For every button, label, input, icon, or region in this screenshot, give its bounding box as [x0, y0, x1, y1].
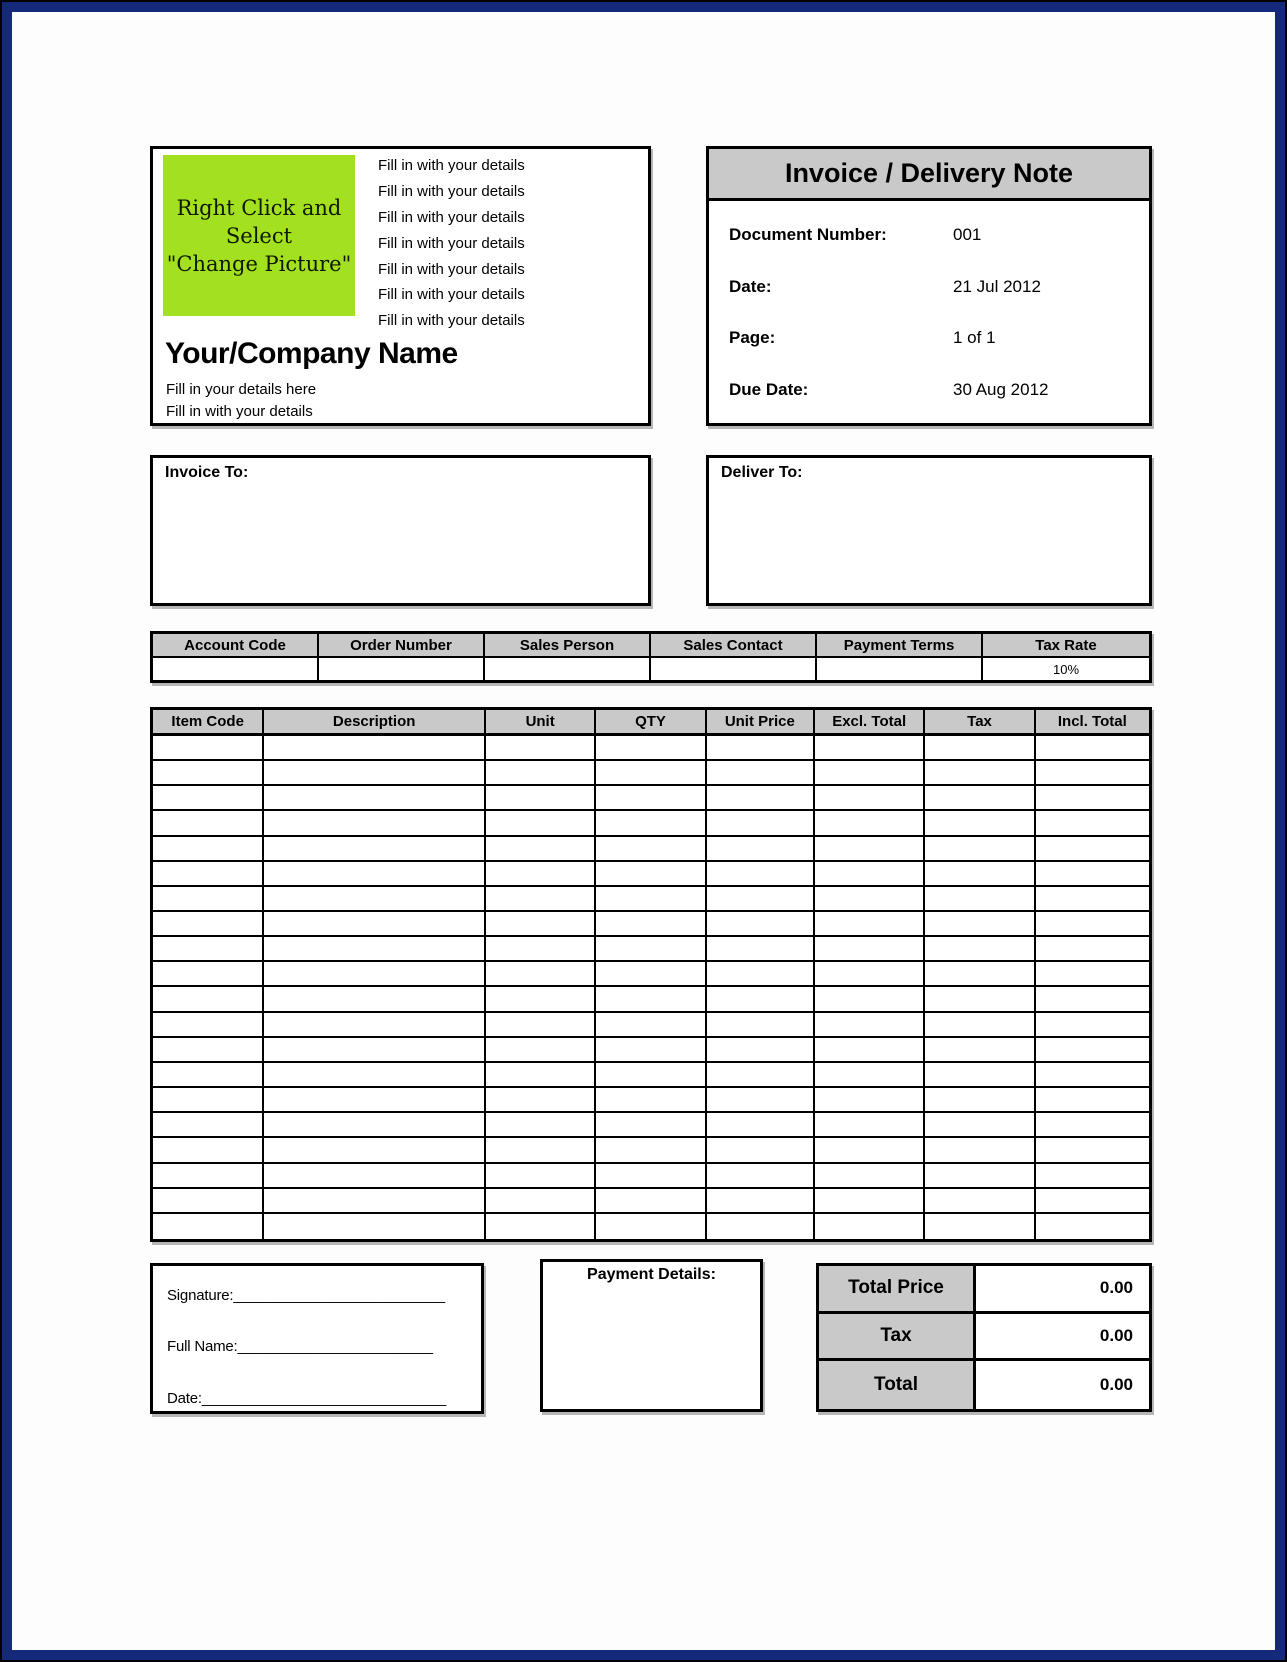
items-cell[interactable]	[1036, 862, 1149, 887]
items-cell[interactable]	[264, 1038, 486, 1063]
account-value-cell[interactable]	[485, 658, 651, 680]
items-cell[interactable]	[925, 1214, 1035, 1239]
totals-label-cell: Total Price	[819, 1266, 976, 1314]
items-cell[interactable]	[1036, 1038, 1149, 1063]
items-cell[interactable]	[707, 912, 815, 937]
totals-table	[816, 1263, 1152, 1412]
items-cell[interactable]	[1036, 837, 1149, 862]
account-header-cell: Tax Rate	[983, 634, 1149, 658]
invoice-meta-value[interactable]: 21 Jul 2012	[953, 276, 1041, 296]
items-cell[interactable]	[815, 1214, 925, 1239]
payment-details-box	[540, 1259, 763, 1412]
items-cell[interactable]	[153, 1189, 264, 1214]
items-cell[interactable]	[264, 1164, 486, 1189]
items-cell[interactable]	[264, 736, 486, 761]
items-cell[interactable]	[486, 962, 596, 987]
items-cell[interactable]	[264, 1214, 486, 1239]
items-cell[interactable]	[1036, 811, 1149, 836]
items-cell[interactable]	[707, 887, 815, 912]
items-cell[interactable]	[486, 862, 596, 887]
items-cell[interactable]	[815, 1038, 925, 1063]
company-fill-line[interactable]: Fill in with your details	[378, 234, 525, 252]
items-cell[interactable]	[925, 1189, 1035, 1214]
document-title: Invoice / Delivery Note	[709, 149, 1149, 201]
invoice-header-box	[706, 146, 1152, 426]
items-cell[interactable]	[925, 1088, 1035, 1113]
payment-details-content[interactable]	[543, 1288, 760, 1409]
items-cell[interactable]	[153, 987, 264, 1012]
items-cell[interactable]	[925, 786, 1035, 811]
items-header-cell: Excl. Total	[815, 710, 925, 736]
items-cell[interactable]	[707, 1138, 815, 1163]
items-cell[interactable]	[596, 1214, 706, 1239]
items-cell[interactable]	[707, 1038, 815, 1063]
items-cell[interactable]	[264, 887, 486, 912]
items-cell[interactable]	[264, 1088, 486, 1113]
items-cell[interactable]	[1036, 786, 1149, 811]
items-cell[interactable]	[153, 912, 264, 937]
company-fill-line[interactable]: Fill in with your details	[378, 157, 525, 174]
items-cell[interactable]	[1036, 1164, 1149, 1189]
items-cell[interactable]	[707, 761, 815, 786]
items-cell[interactable]	[596, 1164, 706, 1189]
change-picture-placeholder[interactable]	[163, 155, 355, 316]
items-cell[interactable]	[486, 1138, 596, 1163]
invoice-meta-row	[729, 376, 1139, 428]
items-cell[interactable]	[264, 1138, 486, 1163]
company-fill-line[interactable]: Fill in with your details	[378, 182, 525, 200]
items-cell[interactable]	[1036, 987, 1149, 1012]
items-cell[interactable]	[707, 837, 815, 862]
items-cell[interactable]	[153, 1088, 264, 1113]
items-cell[interactable]	[153, 761, 264, 786]
invoice-to-box	[150, 455, 651, 606]
items-cell[interactable]	[153, 862, 264, 887]
items-header-cell: Tax	[925, 710, 1035, 736]
items-cell[interactable]	[815, 962, 925, 987]
items-cell[interactable]	[925, 862, 1035, 887]
placeholder-line: Select	[225, 223, 293, 248]
items-cell[interactable]	[925, 887, 1035, 912]
date-line: Date:______________________________	[167, 1390, 447, 1407]
items-cell[interactable]	[264, 1189, 486, 1214]
items-cell[interactable]	[707, 862, 815, 887]
items-cell[interactable]	[486, 736, 596, 761]
items-cell[interactable]	[1036, 937, 1149, 962]
items-cell[interactable]	[486, 1164, 596, 1189]
items-cell[interactable]	[925, 761, 1035, 786]
items-header-cell: Item Code	[153, 710, 264, 736]
items-header-cell: Unit	[486, 710, 596, 736]
line-items-table	[150, 707, 1152, 1242]
account-value-cell[interactable]	[153, 658, 319, 680]
company-fill-line[interactable]: Fill in with your details	[378, 312, 525, 330]
items-cell[interactable]	[815, 736, 925, 761]
items-header-cell: Incl. Total	[1036, 710, 1149, 736]
totals-label-cell: Tax	[819, 1314, 976, 1362]
items-cell[interactable]	[486, 811, 596, 836]
totals-value-cell: 0.00	[976, 1314, 1149, 1362]
items-header-cell: QTY	[596, 710, 706, 736]
totals-label-cell: Total	[819, 1361, 976, 1409]
items-cell[interactable]	[707, 1088, 815, 1113]
items-cell[interactable]	[925, 811, 1035, 836]
items-cell[interactable]	[815, 937, 925, 962]
items-cell[interactable]	[264, 811, 486, 836]
items-cell[interactable]	[596, 761, 706, 786]
items-cell[interactable]	[153, 1038, 264, 1063]
items-cell[interactable]	[925, 1113, 1035, 1138]
items-cell[interactable]	[1036, 962, 1149, 987]
items-cell[interactable]	[596, 1189, 706, 1214]
totals-value-cell: 0.00	[976, 1266, 1149, 1314]
items-cell[interactable]	[1036, 1189, 1149, 1214]
items-cell[interactable]	[596, 862, 706, 887]
invoice-meta-label: Document Number:	[729, 225, 887, 244]
items-cell[interactable]	[486, 786, 596, 811]
invoice-meta-value[interactable]: 1 of 1	[953, 328, 996, 347]
signature-box	[150, 1263, 484, 1414]
items-cell[interactable]	[1036, 1063, 1149, 1088]
items-cell[interactable]	[596, 1063, 706, 1088]
items-cell[interactable]	[925, 1038, 1035, 1063]
items-cell[interactable]	[153, 1214, 264, 1239]
items-cell[interactable]	[1036, 1138, 1149, 1163]
items-cell[interactable]	[153, 1138, 264, 1163]
items-cell[interactable]	[925, 837, 1035, 862]
items-cell[interactable]	[815, 786, 925, 811]
account-value-cell[interactable]: 10%	[1052, 661, 1080, 677]
items-cell[interactable]	[153, 837, 264, 862]
invoice-to-content[interactable]	[153, 486, 648, 603]
full-name-line: Full Name:________________________	[167, 1338, 433, 1355]
items-cell[interactable]	[596, 987, 706, 1012]
invoice-meta-label: Date:	[729, 276, 772, 296]
items-cell[interactable]	[707, 987, 815, 1012]
deliver-to-label: Deliver To:	[721, 464, 803, 481]
items-cell[interactable]	[707, 811, 815, 836]
items-cell[interactable]	[264, 987, 486, 1012]
items-cell[interactable]	[925, 962, 1035, 987]
items-cell[interactable]	[486, 1113, 596, 1138]
items-cell[interactable]	[1036, 736, 1149, 761]
items-cell[interactable]	[264, 786, 486, 811]
account-header-cell: Sales Person	[485, 634, 651, 658]
items-cell[interactable]	[486, 837, 596, 862]
items-cell[interactable]	[596, 837, 706, 862]
company-detail-line[interactable]: Fill in your details here	[166, 381, 317, 398]
items-cell[interactable]	[153, 962, 264, 987]
items-cell[interactable]	[596, 811, 706, 836]
payment-details-label: Payment Details:	[587, 1266, 716, 1283]
items-cell[interactable]	[815, 1063, 925, 1088]
items-cell[interactable]	[707, 1013, 815, 1038]
items-cell[interactable]	[596, 1013, 706, 1038]
items-cell[interactable]	[815, 837, 925, 862]
invoice-meta-row	[729, 324, 1139, 376]
items-cell[interactable]	[815, 1113, 925, 1138]
items-cell[interactable]	[264, 937, 486, 962]
invoice-meta-row	[729, 273, 1139, 325]
items-cell[interactable]	[1036, 1013, 1149, 1038]
items-cell[interactable]	[925, 1164, 1035, 1189]
items-cell[interactable]	[925, 912, 1035, 937]
items-cell[interactable]	[264, 1113, 486, 1138]
account-value-cell[interactable]	[651, 658, 817, 680]
placeholder-line: Right Click and	[176, 195, 342, 220]
items-cell[interactable]	[153, 1113, 264, 1138]
items-cell[interactable]	[153, 736, 264, 761]
totals-value-cell: 0.00	[1099, 1375, 1133, 1395]
account-header-cell: Account Code	[153, 634, 319, 658]
company-name[interactable]: Your/Company Name	[165, 337, 458, 370]
items-cell[interactable]	[486, 937, 596, 962]
items-cell[interactable]	[707, 1113, 815, 1138]
company-detail-line[interactable]: Fill in with your details	[166, 403, 313, 420]
items-cell[interactable]	[1036, 761, 1149, 786]
items-cell[interactable]	[596, 962, 706, 987]
items-header-cell: Unit Price	[707, 710, 815, 736]
items-cell[interactable]	[707, 1164, 815, 1189]
invoice-meta-label: Due Date:	[729, 379, 809, 399]
items-cell[interactable]	[486, 1088, 596, 1113]
items-cell[interactable]	[1036, 887, 1149, 912]
company-fill-line[interactable]: Fill in with your details	[378, 286, 525, 304]
items-cell[interactable]	[925, 1013, 1035, 1038]
items-cell[interactable]	[153, 937, 264, 962]
items-cell[interactable]	[596, 1088, 706, 1113]
items-cell[interactable]	[815, 811, 925, 836]
deliver-to-content[interactable]	[709, 486, 1149, 603]
items-cell[interactable]	[264, 962, 486, 987]
items-cell[interactable]	[707, 736, 815, 761]
items-cell[interactable]	[707, 786, 815, 811]
items-cell[interactable]	[264, 862, 486, 887]
items-cell[interactable]	[707, 1063, 815, 1088]
company-fill-line[interactable]: Fill in with your details	[378, 208, 525, 226]
items-cell[interactable]	[925, 937, 1035, 962]
items-cell[interactable]	[925, 987, 1035, 1012]
items-cell[interactable]	[486, 761, 596, 786]
invoice-meta-row	[729, 221, 1139, 273]
items-cell[interactable]	[264, 837, 486, 862]
items-cell[interactable]	[1036, 912, 1149, 937]
items-cell[interactable]	[815, 1013, 925, 1038]
placeholder-line: "Change Picture"	[166, 251, 352, 276]
items-cell[interactable]	[153, 1063, 264, 1088]
items-cell[interactable]	[264, 761, 486, 786]
invoice-meta-fields	[729, 221, 1139, 427]
account-header-cell: Sales Contact	[651, 634, 817, 658]
items-cell[interactable]	[925, 736, 1035, 761]
company-fill-line[interactable]: Fill in with your details	[378, 260, 525, 278]
items-cell[interactable]	[596, 912, 706, 937]
items-cell[interactable]	[707, 1214, 815, 1239]
invoice-meta-value[interactable]: 30 Aug 2012	[953, 379, 1049, 399]
items-cell[interactable]	[815, 1138, 925, 1163]
account-value-cell[interactable]	[817, 658, 983, 680]
items-cell[interactable]	[596, 937, 706, 962]
items-header-cell: Description	[264, 710, 486, 736]
items-cell[interactable]	[815, 1164, 925, 1189]
items-cell[interactable]	[486, 1063, 596, 1088]
items-cell[interactable]	[486, 1214, 596, 1239]
items-cell[interactable]	[815, 912, 925, 937]
items-cell[interactable]	[153, 811, 264, 836]
items-cell[interactable]	[153, 1013, 264, 1038]
account-header-cell: Payment Terms	[817, 634, 983, 658]
items-cell[interactable]	[486, 1038, 596, 1063]
items-cell[interactable]	[707, 962, 815, 987]
items-cell[interactable]	[925, 1138, 1035, 1163]
items-cell[interactable]	[815, 1088, 925, 1113]
invoice-to-label: Invoice To:	[165, 464, 249, 481]
items-cell[interactable]	[815, 987, 925, 1012]
items-cell[interactable]	[264, 1063, 486, 1088]
items-cell[interactable]	[707, 937, 815, 962]
items-cell[interactable]	[596, 1038, 706, 1063]
account-info-table	[150, 631, 1152, 683]
items-cell[interactable]	[1036, 1113, 1149, 1138]
items-cell[interactable]	[815, 862, 925, 887]
items-cell[interactable]	[815, 1189, 925, 1214]
company-fill-lines	[378, 153, 525, 334]
items-cell[interactable]	[486, 1189, 596, 1214]
items-cell[interactable]	[1036, 1214, 1149, 1239]
items-cell[interactable]	[596, 887, 706, 912]
items-cell[interactable]	[153, 887, 264, 912]
items-cell[interactable]	[486, 887, 596, 912]
company-info-box	[150, 146, 651, 426]
items-cell[interactable]	[264, 1013, 486, 1038]
items-cell[interactable]	[486, 912, 596, 937]
items-cell[interactable]	[264, 912, 486, 937]
items-cell[interactable]	[486, 1013, 596, 1038]
account-value-cell[interactable]	[319, 658, 485, 680]
items-cell[interactable]	[925, 1063, 1035, 1088]
items-cell[interactable]	[153, 786, 264, 811]
signature-line: Signature:__________________________	[167, 1287, 446, 1304]
items-cell[interactable]	[596, 736, 706, 761]
invoice-meta-value[interactable]: 001	[953, 225, 982, 244]
items-cell[interactable]	[596, 786, 706, 811]
items-cell[interactable]	[815, 761, 925, 786]
deliver-to-box	[706, 455, 1152, 606]
items-cell[interactable]	[153, 1164, 264, 1189]
items-cell[interactable]	[486, 987, 596, 1012]
items-cell[interactable]	[815, 887, 925, 912]
invoice-meta-label: Page:	[729, 328, 776, 347]
items-cell[interactable]	[707, 1189, 815, 1214]
items-cell[interactable]	[596, 1138, 706, 1163]
account-header-cell: Order Number	[319, 634, 485, 658]
items-cell[interactable]	[596, 1113, 706, 1138]
items-cell[interactable]	[1036, 1088, 1149, 1113]
